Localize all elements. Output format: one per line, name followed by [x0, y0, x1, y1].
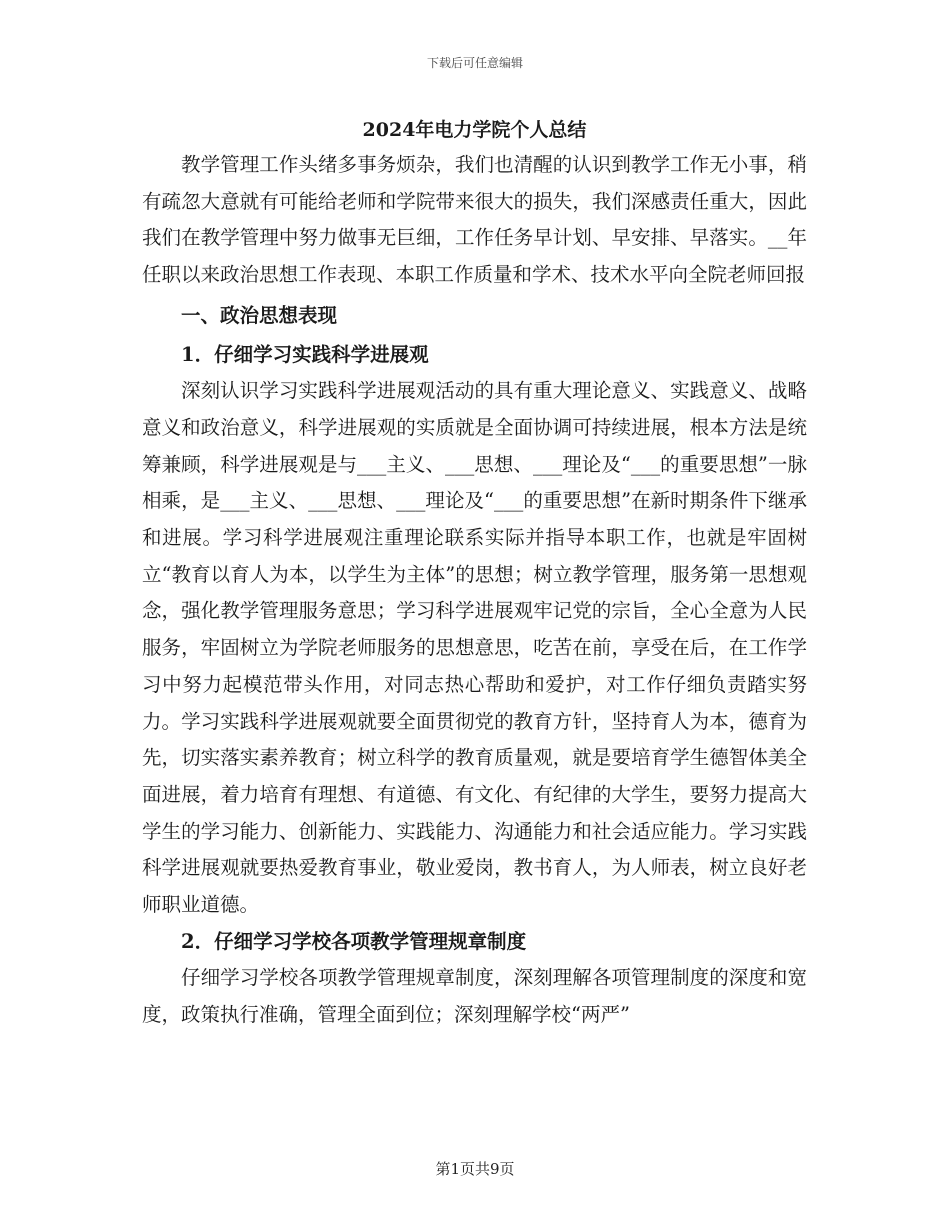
page-header: 下载后可任意编辑 [426, 56, 523, 70]
section-heading-politics: 一、政治思想表现 [181, 303, 338, 327]
page-footer: 第1页共9页 [435, 1160, 515, 1178]
document-body [142, 113, 807, 1034]
document-title: 2024年电力学院个人总结 [362, 119, 587, 141]
subsection-heading-2: 2．仔细学习学校各项教学管理规章制度 [181, 929, 527, 953]
intro-paragraph: 教学管理工作头绪多事务烦杂，我们也清醒的认识到教学工作无小事，稍有疏忽大意就有可能给老师和学院带来很大的损失，我们深感责任重大，因此我们在教学管理中努力做事无巨细，工作任务早计划、早安排、早落实。__年任职以来政治思想工作表现、本职工作质量和学术、技术水平向全院老师回报 [142, 153, 807, 287]
subsection-2-paragraph: 仔细学习学校各项教学管理规章制度，深刻理解各项管理制度的深度和宽度，政策执行准确，管理全面到位；深刻理解学校“两严” [142, 966, 807, 1027]
subsection-1-paragraph: 深刻认识学习实践科学进展观活动的具有重大理论意义、实践意义、战略意义和政治意义，科学进展观的实质就是全面协调可持续进展，根本方法是统筹兼顾，科学进展观是与___主义、___思想、___理论及“___的重要思想”一脉相乘，是___主义、___思想、___理论及“___的重要思想”在新时期条件下继承和进展。学习科学进展观注重理论联系实际并指导本职工作，也就是牢固树立“教育以育人为本，以学生为主体”的思想；树立教学管理，服务第一思想观念，强化教学管理服务意思；学习科学进展观牢记党的宗旨，全心全意为人民服务，牢固树立为学院老师服务的思想意思，吃苦在前，享受在后，在工作学习中努力起模范带头作用，对同志热心帮助和爱护，对工作仔细负责踏实努力。学习实践科学进展观就要全面贯彻党的教育方针，坚持育人为本，德育为先，切实落实素养教育；树立科学的教育质量观，就是要培育学生德智体美全面进展，着力培育有理想、有道德、有文化、有纪律的大学生，要努力提高大学生的学习能力、创新能力、实践能力、沟通能力和社会适应能力。学习实践科学进展观就要热爱教育事业，敬业爱岗，教书育人，为人师表，树立良好老师职业道德。 [142, 379, 807, 917]
subsection-heading-1: 1．仔细学习实践科学进展观 [181, 342, 429, 366]
